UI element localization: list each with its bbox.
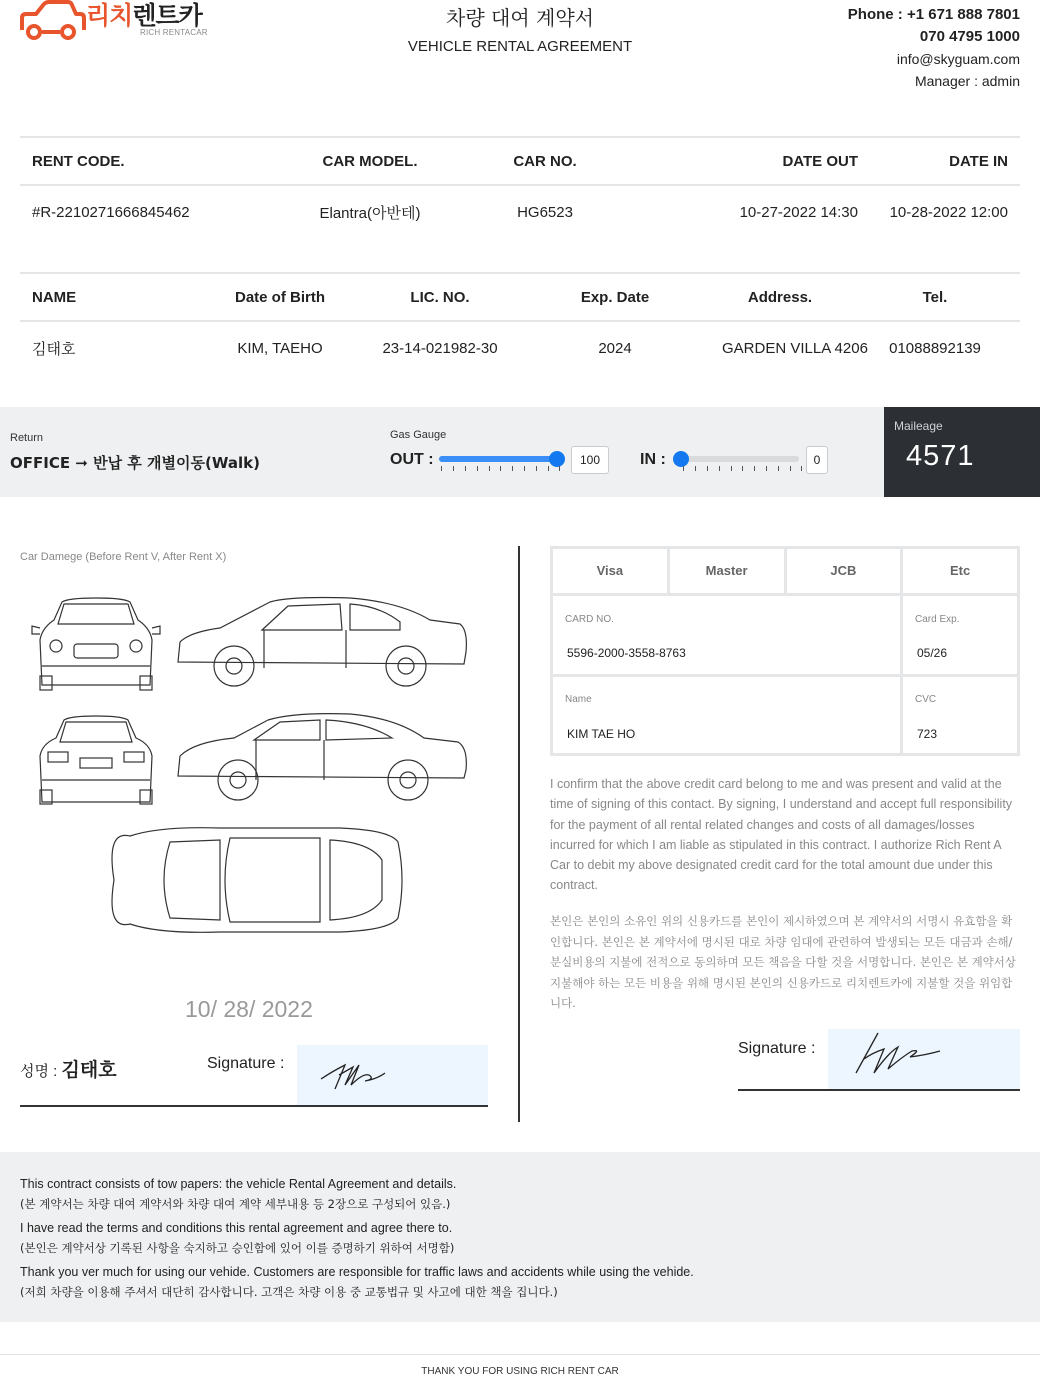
slider-tick <box>683 466 684 471</box>
customer-signature-row <box>20 1045 488 1107</box>
customer-tel: 01088892139 <box>889 339 981 357</box>
header-date-in: DATE IN <box>949 152 1008 170</box>
gas-in-ticks <box>681 466 799 472</box>
header-car-model: CAR MODEL. <box>322 152 418 170</box>
car-model: Elantra(아반테) <box>319 204 421 222</box>
logo-text: 리치렌트카 <box>86 1 202 30</box>
license-exp-date: 2024 <box>598 339 632 357</box>
table-row <box>20 322 1020 374</box>
handwritten-signature-icon <box>297 1045 488 1105</box>
car-number: HG6523 <box>517 203 573 221</box>
car-damage-diagram[interactable] <box>20 580 500 960</box>
terms-korean: 본인은 본인의 소유인 위의 신용카드를 본인이 제시하였으며 본 계약서의 서명시 유효함을 확인합니다. 본인은 본 계약서에 명시된 대로 차량 임대에 관련하여 발생되는 모든 대금과 손해/분실비용의 지불에 전적으로 동의하며 모든 책음을 다할 것을 서명합니다. 본인은 본 계약서상 지불해야 하는 모든 비용을 위해 명시된 본인의 신용카드로 리치렌트카에 지불할 것을 위임합니다. <box>550 914 1017 1010</box>
terms-english: I confirm that the above credit card belong to me and was present and valid at the time of signing of this contact. By signing, I understand and accept full responsibility for the payment of all rental related changes and costs of all damages/losses incurred for which I am liable as stipulated in this contract. I authorize Rich Rent A Car to debit my above designated credit card for the total amount due under this contract. <box>550 777 1013 893</box>
slider-tick <box>742 466 743 471</box>
mileage-value: 4571 <box>906 440 975 472</box>
document-title-ko: 차량 대여 계약서 <box>446 6 594 30</box>
car-rear-view-icon <box>40 716 152 804</box>
table-header-row <box>20 274 1020 322</box>
slider-tick <box>559 466 560 471</box>
mileage-label: Maileage <box>894 419 943 433</box>
footer-thanks: THANK YOU FOR USING RICH RENT CAR <box>421 1366 619 1377</box>
header-license: LIC. NO. <box>410 288 470 306</box>
slider-tick <box>453 466 454 471</box>
manager-info: Manager : admin <box>914 73 1020 89</box>
card-type-tabs <box>553 549 1017 593</box>
return-label: Return <box>10 432 44 444</box>
credit-card-form <box>550 546 1020 756</box>
slider-tick <box>801 466 802 471</box>
gas-out-slider[interactable] <box>439 456 557 462</box>
notice-line: (본인은 계약서상 기록된 사항을 숙지하고 승인함에 있어 이를 증명하기 위하여 서명함) <box>20 1241 455 1255</box>
date-out: 10-27-2022 14:30 <box>739 203 858 221</box>
card-no-field[interactable]: 5596-2000-3558-8763 <box>567 646 686 660</box>
cvc-field[interactable]: 723 <box>917 727 938 741</box>
handwritten-signature-icon <box>828 1029 1020 1089</box>
phone-number: Phone : +1 671 888 7801 <box>847 6 1020 23</box>
car-front-view-icon <box>32 598 160 690</box>
slider-tick <box>536 466 537 471</box>
gas-in-slider-handle[interactable] <box>673 451 689 467</box>
car-left-side-view-icon <box>178 714 466 800</box>
slider-tick <box>524 466 525 471</box>
customer-name-field <box>20 1055 117 1082</box>
signature-pad-left[interactable] <box>297 1045 488 1105</box>
slider-tick <box>766 466 767 471</box>
customer-name-en: KIM, TAEHO <box>237 339 323 357</box>
cvc-label: CVC <box>915 694 937 705</box>
damage-date: 10/ 28/ 2022 <box>185 996 313 1022</box>
slider-tick <box>778 466 779 471</box>
card-no-label: CARD NO. <box>565 614 614 625</box>
tab-visa[interactable]: Visa <box>553 549 670 593</box>
gas-in-slider[interactable] <box>681 456 799 462</box>
logo-subtext: RICH RENTACAR <box>140 28 208 37</box>
notice-line: This contract consists of tow papers: the vehicle Rental Agreement and details. <box>20 1177 457 1191</box>
slider-tick <box>465 466 466 471</box>
mileage-panel <box>884 407 1040 497</box>
name-label: 성명 : <box>20 1063 62 1080</box>
slider-tick <box>790 466 791 471</box>
gas-out-input[interactable]: 100 <box>571 446 609 474</box>
divider <box>553 674 1017 677</box>
slider-tick <box>512 466 513 471</box>
slider-tick <box>489 466 490 471</box>
name-value: 김태호 <box>61 1059 117 1081</box>
header-exp-date: Exp. Date <box>580 288 650 306</box>
card-signature-row <box>738 1029 1020 1091</box>
car-top-view-icon <box>112 828 402 933</box>
notice-line: (본 계약서는 차량 대여 계약서와 차량 대여 계약 세부내용 등 2장으로 구성되어 있음.) <box>20 1197 451 1211</box>
header-dob: Date of Birth <box>235 288 325 306</box>
date-in: 10-28-2022 12:00 <box>889 203 1008 221</box>
license-number: 23-14-021982-30 <box>382 339 498 357</box>
slider-tick <box>500 466 501 471</box>
gas-out-slider-handle[interactable] <box>549 451 565 467</box>
notice-line: (저희 차량을 이용해 주셔서 대단히 감사합니다. 고객은 차량 이용 중 교통법규 및 사고에 대한 책을 집니다.) <box>20 1285 558 1299</box>
slider-tick <box>477 466 478 471</box>
rent-code: #R-2210271666845462 <box>32 203 190 221</box>
table-header-row <box>20 138 1020 186</box>
card-exp-field[interactable]: 05/26 <box>917 646 948 660</box>
slider-tick <box>695 466 696 471</box>
signature-label: Signature : <box>207 1055 285 1072</box>
contact-info <box>848 4 1020 92</box>
gas-in-label: IN : <box>640 451 666 468</box>
divider <box>553 593 1017 596</box>
car-right-side-view-icon <box>178 598 466 687</box>
slider-tick <box>548 466 549 471</box>
customer-name-ko: 김태호 <box>32 340 76 358</box>
tab-master[interactable]: Master <box>670 549 787 593</box>
gas-out-ticks <box>439 466 557 472</box>
damage-caption: Car Damege (Before Rent V, After Rent X) <box>20 551 227 563</box>
slider-tick <box>441 466 442 471</box>
card-name-field[interactable]: KIM TAE HO <box>567 727 636 741</box>
customer-info-table <box>20 272 1020 374</box>
gas-gauge-label: Gas Gauge <box>390 429 447 441</box>
divider <box>900 596 903 756</box>
signature-pad-right[interactable] <box>828 1029 1020 1089</box>
email-address: info@skyguam.com <box>896 51 1020 67</box>
gauge-band <box>0 407 1040 497</box>
phone-number-2: 070 4795 1000 <box>919 28 1020 45</box>
header-address: Address. <box>747 288 813 306</box>
rental-info-table <box>20 136 1020 238</box>
header-tel: Tel. <box>922 288 948 306</box>
gas-in-input[interactable]: 0 <box>806 446 828 474</box>
footer-divider <box>0 1354 1040 1355</box>
gas-out-label: OUT : <box>390 451 434 468</box>
header-name: NAME <box>32 288 77 306</box>
customer-address: GARDEN VILLA 4206 <box>722 339 868 357</box>
return-value: OFFICE ➞ 반납 후 개별이동(Walk) <box>10 454 260 472</box>
notice-line: I have read the terms and conditions this rental agreement and agree there to. <box>20 1221 453 1235</box>
card-name-label: Name <box>565 694 592 705</box>
header-car-no: CAR NO. <box>513 152 577 170</box>
section-divider <box>518 546 520 1122</box>
tab-etc[interactable]: Etc <box>950 563 971 578</box>
slider-tick <box>754 466 755 471</box>
slider-tick <box>731 466 732 471</box>
header-date-out: DATE OUT <box>782 152 858 170</box>
table-row <box>20 186 1020 238</box>
tab-jcb[interactable]: JCB <box>787 549 904 593</box>
header-rent-code: RENT CODE. <box>32 152 125 170</box>
notice-line: Thank you ver much for using our vehide. Customers are responsible for traffic laws and accidents while using the vehide. <box>20 1265 694 1279</box>
document-title-en: VEHICLE RENTAL AGREEMENT <box>407 38 633 55</box>
contract-notice <box>0 1152 1040 1322</box>
slider-tick <box>707 466 708 471</box>
slider-tick <box>719 466 720 471</box>
signature-label: Signature : <box>738 1040 816 1057</box>
card-exp-label: Card Exp. <box>915 614 960 625</box>
